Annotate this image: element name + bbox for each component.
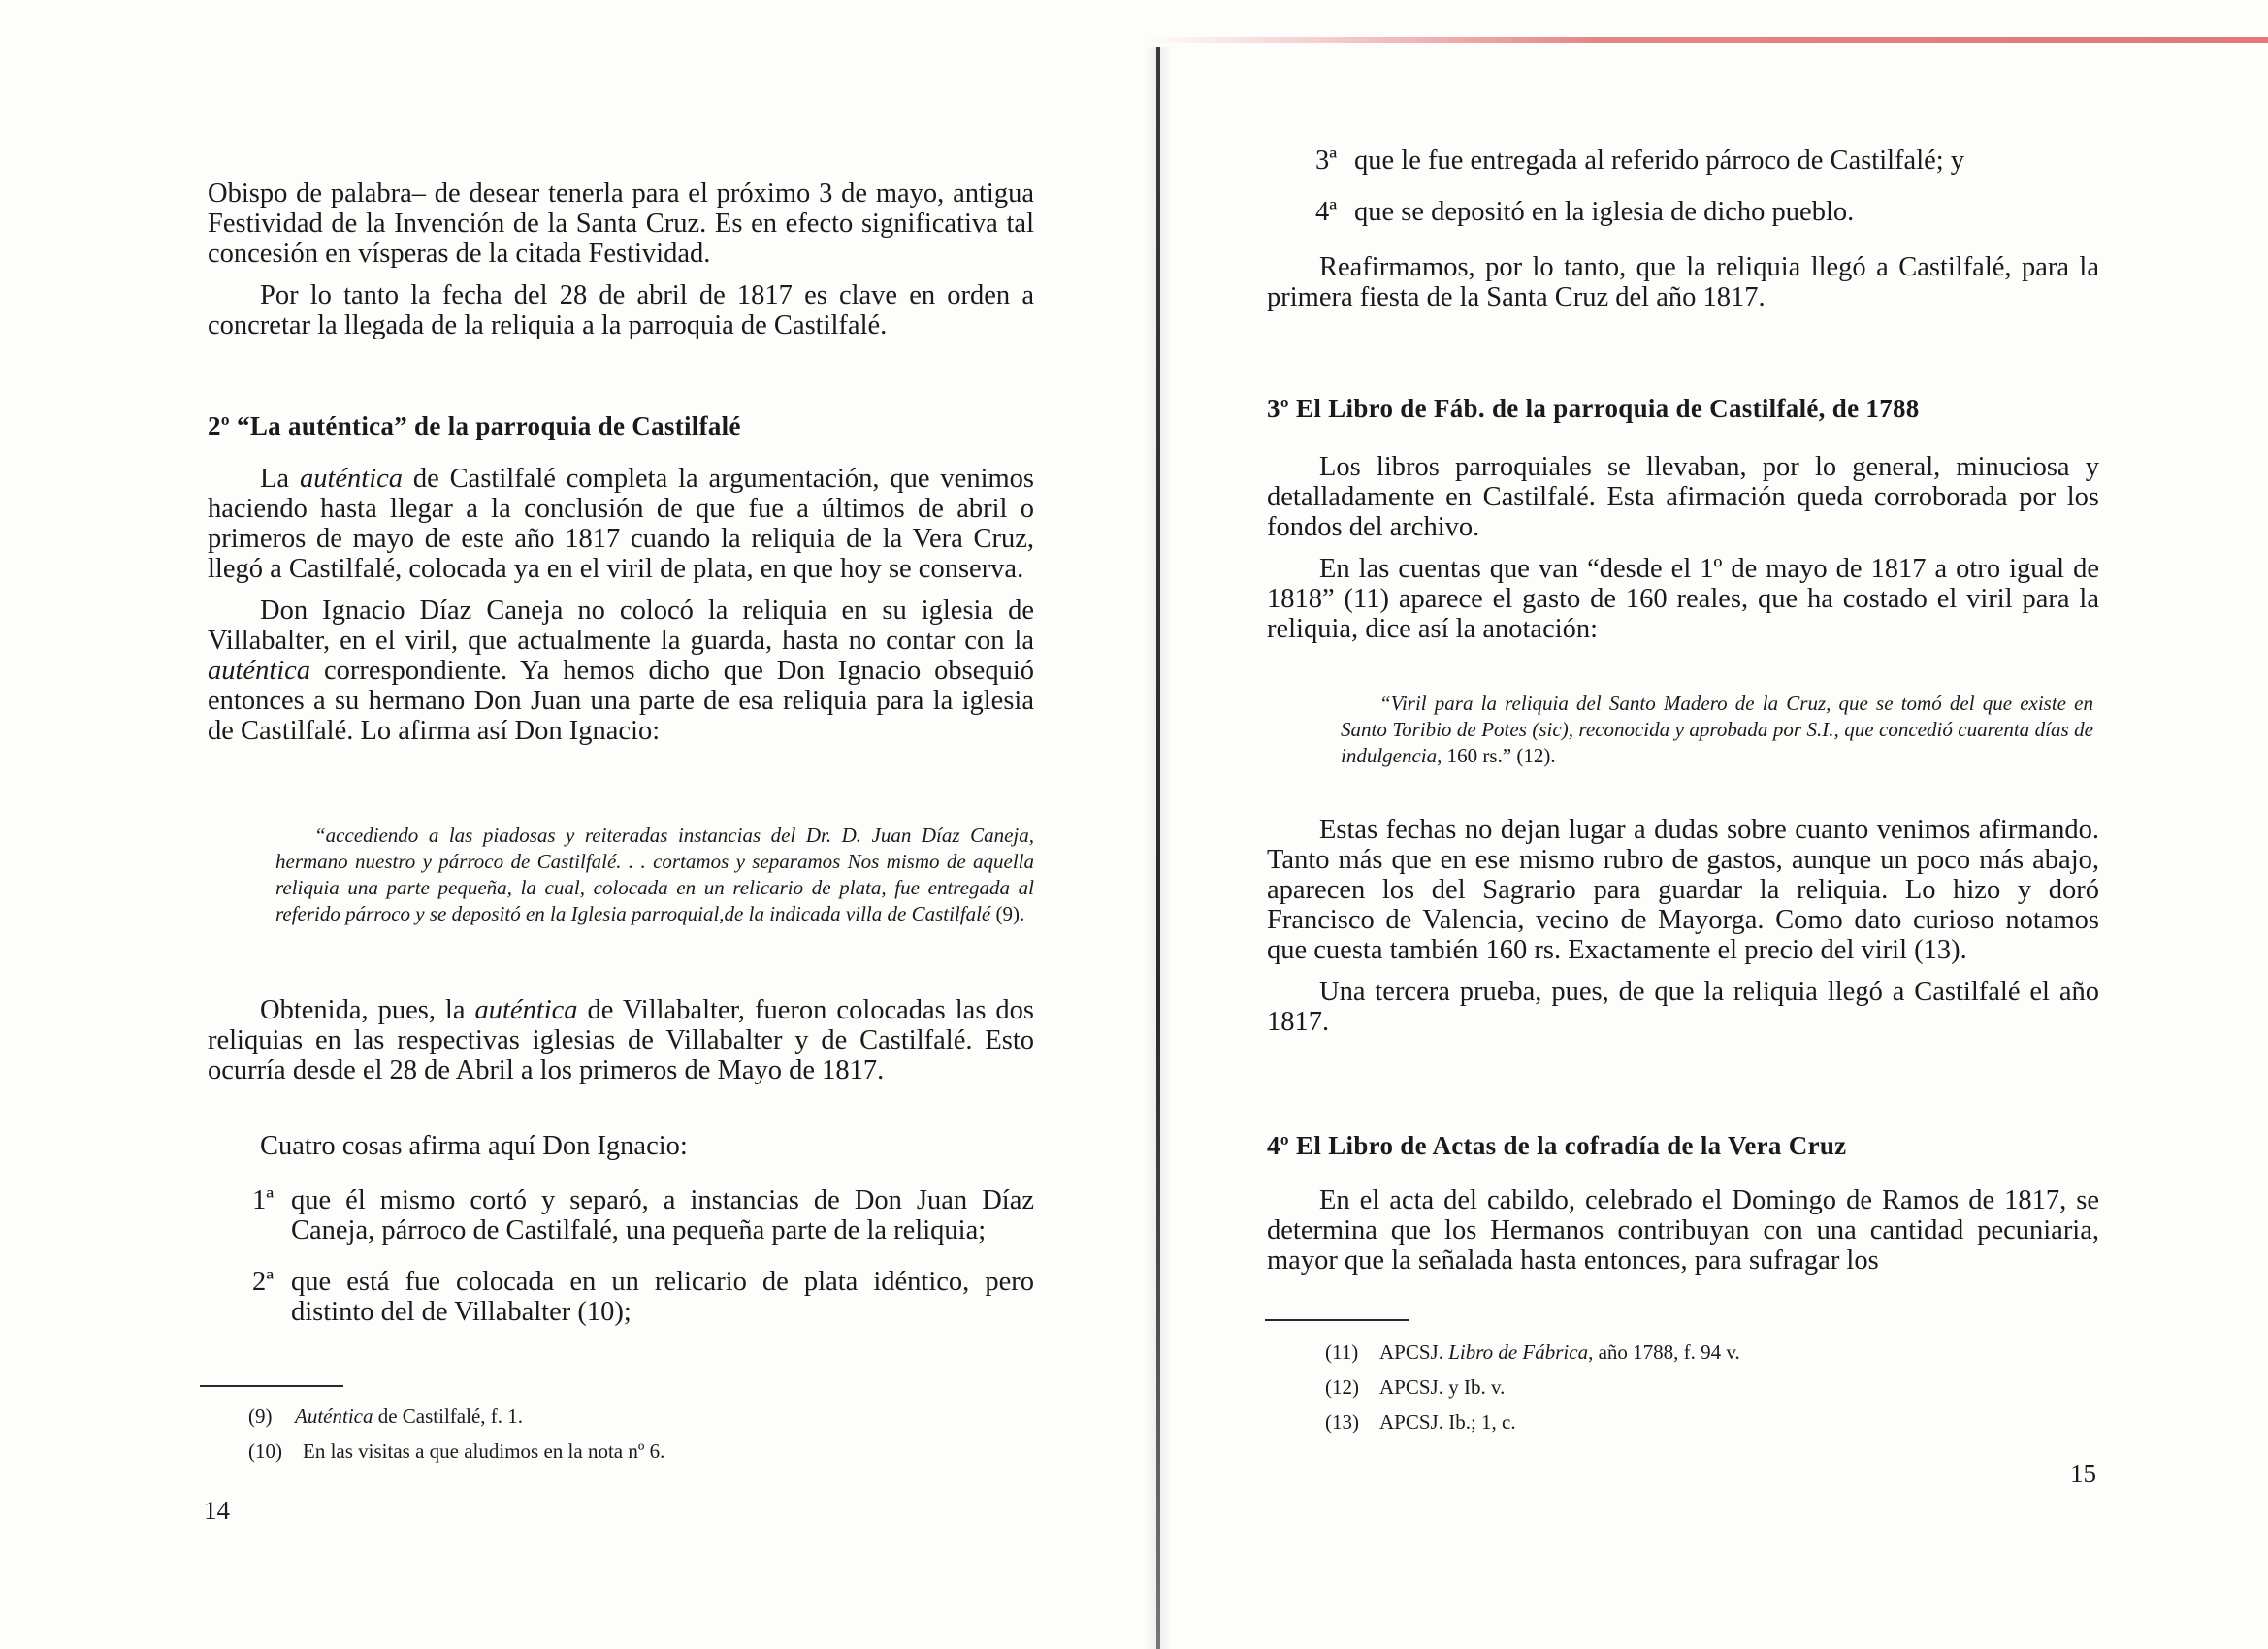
footnote-13: (13) APCSJ. Ib.; 1, c.	[1325, 1410, 1516, 1434]
list-item-number: 4ª	[1315, 197, 1338, 227]
list-item-text: que se depositó en la iglesia de dicho pueblo.	[1354, 197, 1855, 227]
right-para-2: Los libros parroquiales se llevaban, por lo general, minuciosa y detalladamente en Castilfalé. Esta afirmación queda corroborada por los fondos del archivo.	[1267, 452, 2099, 542]
left-section-heading	[208, 411, 1034, 441]
left-footnotes	[248, 1399, 1034, 1469]
right-para-3: En las cuentas que van “desde el 1º de mayo de 1817 a otro igual de 1818” (11) aparece el gasto de 160 reales, que ha costado el viril para la reliquia, dice así la anotación:	[1267, 554, 2099, 644]
right-section-heading-4	[1267, 1131, 2099, 1161]
list-item	[252, 1267, 1034, 1327]
left-para-1: Obispo de palabra– de desear tenerla para el próximo 3 de mayo, antigua Festividad de la Invención de la Santa Cruz. Es en efecto significativa tal concesión en vísperas de la citada Festividad.	[208, 178, 1034, 269]
right-para-6: En el acta del cabildo, celebrado el Domingo de Ramos de 1817, se determina que los Hermanos contribuyan con una cantidad pecuniaria, mayor que la señalada hasta entonces, para sufragar los	[1267, 1185, 2099, 1276]
left-after-quote	[208, 995, 1034, 1085]
left-para-3: La auténtica de Castilfalé completa la argumentación, que venimos haciendo hasta llegar a la conclusión de que fue a últimos de abril o primeros de mayo de este año 1817 cuando la reliquia de la Vera Cruz, llegó a Castilfalé, colocada ya en el viril de plata, en que hoy se conserva.	[208, 464, 1034, 584]
footnote-11: (11) APCSJ. Libro de Fábrica, año 1788, f. 94 v.	[1325, 1341, 1740, 1364]
left-para-4: Don Ignacio Díaz Caneja no colocó la reliquia en su iglesia de Villabalter, en el viril, que actualmente la guarda, hasta no contar con la auténtica correspondiente. Ya hemos dicho que Don Ignacio obsequió entonces a su hermano Don Juan una parte de esa reliquia para la iglesia de Castilfalé. Lo afirma así Don Ignacio:	[208, 596, 1034, 746]
footnote-10: (10) En las visitas a que aludimos en la nota nº 6.	[248, 1439, 665, 1463]
left-opening-paragraphs	[208, 178, 1034, 340]
right-para-1-wrap	[1267, 252, 2099, 312]
section-3-heading: 3º El Libro de Fáb. de la parroquia de Castilfalé, de 1788	[1267, 394, 1920, 423]
page-number-right: 15	[2070, 1459, 2096, 1488]
right-para-4: Estas fechas no dejan lugar a dudas sobre cuanto venimos afirmando. Tanto más que en ese mismo rubro de gastos, aunque un poco más abajo, aparecen los del Sagrario para guardar la reliquia. Lo hizo y doró Francisco de Valencia, vecino de Mayorga. Como dato curioso notamos que cuesta también 160 rs. Exactamente el precio del viril (13).	[1267, 815, 2099, 965]
left-block-quote	[275, 823, 1034, 927]
right-para-6-wrap	[1267, 1185, 2099, 1276]
right-after-quote	[1267, 815, 2099, 1037]
list-item	[1315, 146, 2099, 176]
list-item-number: 3ª	[1315, 146, 1338, 176]
left-body-block	[208, 464, 1034, 746]
list-item	[1315, 197, 2099, 227]
block-quote-ignacio: “accediendo a las piadosas y reiteradas instancias del Dr. D. Juan Díaz Caneja, hermano nuestro y párroco de Castilfalé. . . cortamos y separamos Nos mismo de aquella reliquia una parte pequeña, la cual, colocada en un relicario de plata, fue entregada al referido párroco y se depositó en la Iglesia parroquial,de la indicada villa de Castilfalé (9).	[275, 824, 1034, 925]
book-gutter	[1156, 47, 1160, 1649]
right-block-quote	[1341, 691, 2093, 769]
list-item-text: que le fue entregada al referido párroco de Castilfalé; y	[1354, 146, 1965, 176]
left-para-6: Cuatro cosas afirma aquí Don Ignacio:	[260, 1131, 688, 1161]
right-body-block	[1267, 452, 2099, 644]
left-para-5: Obtenida, pues, la auténtica de Villabalter, fueron colocadas las dos reliquias en las respectivas iglesias de Villabalter y de Castilfalé. Esto ocurría desde el 28 de Abril a los primeros de Mayo de 1817.	[208, 995, 1034, 1085]
list-item-number: 1ª	[252, 1185, 275, 1215]
right-footnotes	[1325, 1335, 2099, 1439]
block-quote-viril: “Viril para la reliquia del Santo Madero de la Cruz, que se tomó del que existe en Santo Toribio de Potes (sic), reconocida y aprobada por S.I., que concedió cuarenta días de indulgencia, 160 rs.” (12).	[1341, 692, 2093, 767]
left-numbered-list	[252, 1185, 1034, 1327]
list-item	[252, 1185, 1034, 1245]
list-item-text: que él mismo cortó y separó, a instancias de Don Juan Díaz Caneja, párroco de Castilfalé, una pequeña parte de la reliquia;	[291, 1185, 1034, 1245]
footnote-9: (9) Auténtica de Castilfalé, f. 1.	[248, 1405, 524, 1428]
left-para-6-wrap	[260, 1131, 1034, 1161]
list-item-text: que está fue colocada en un relicario de plata idéntico, pero distinto del de Villabalter (10);	[291, 1267, 1034, 1327]
footnote-rule	[200, 1385, 343, 1387]
section-4-heading: 4º El Libro de Actas de la cofradía de la Vera Cruz	[1267, 1131, 1847, 1160]
page-number-left: 14	[204, 1496, 230, 1525]
right-para-5: Una tercera prueba, pues, de que la reliquia llegó a Castilfalé el año 1817.	[1267, 977, 2099, 1037]
right-para-1: Reafirmamos, por lo tanto, que la reliquia llegó a Castilfalé, para la primera fiesta de la Santa Cruz del año 1817.	[1267, 252, 2099, 312]
section-2-heading: 2º “La auténtica” de la parroquia de Castilfalé	[208, 411, 741, 440]
top-edge-accent	[1145, 37, 2268, 43]
left-para-2: Por lo tanto la fecha del 28 de abril de 1817 es clave en orden a concretar la llegada de la reliquia a la parroquia de Castilfalé.	[208, 280, 1034, 340]
list-item-number: 2ª	[252, 1267, 275, 1297]
footnote-12: (12) APCSJ. y Ib. v.	[1325, 1375, 1506, 1399]
footnote-rule	[1265, 1319, 1409, 1321]
right-numbered-list	[1315, 146, 2099, 227]
right-section-heading-3	[1267, 394, 2099, 424]
